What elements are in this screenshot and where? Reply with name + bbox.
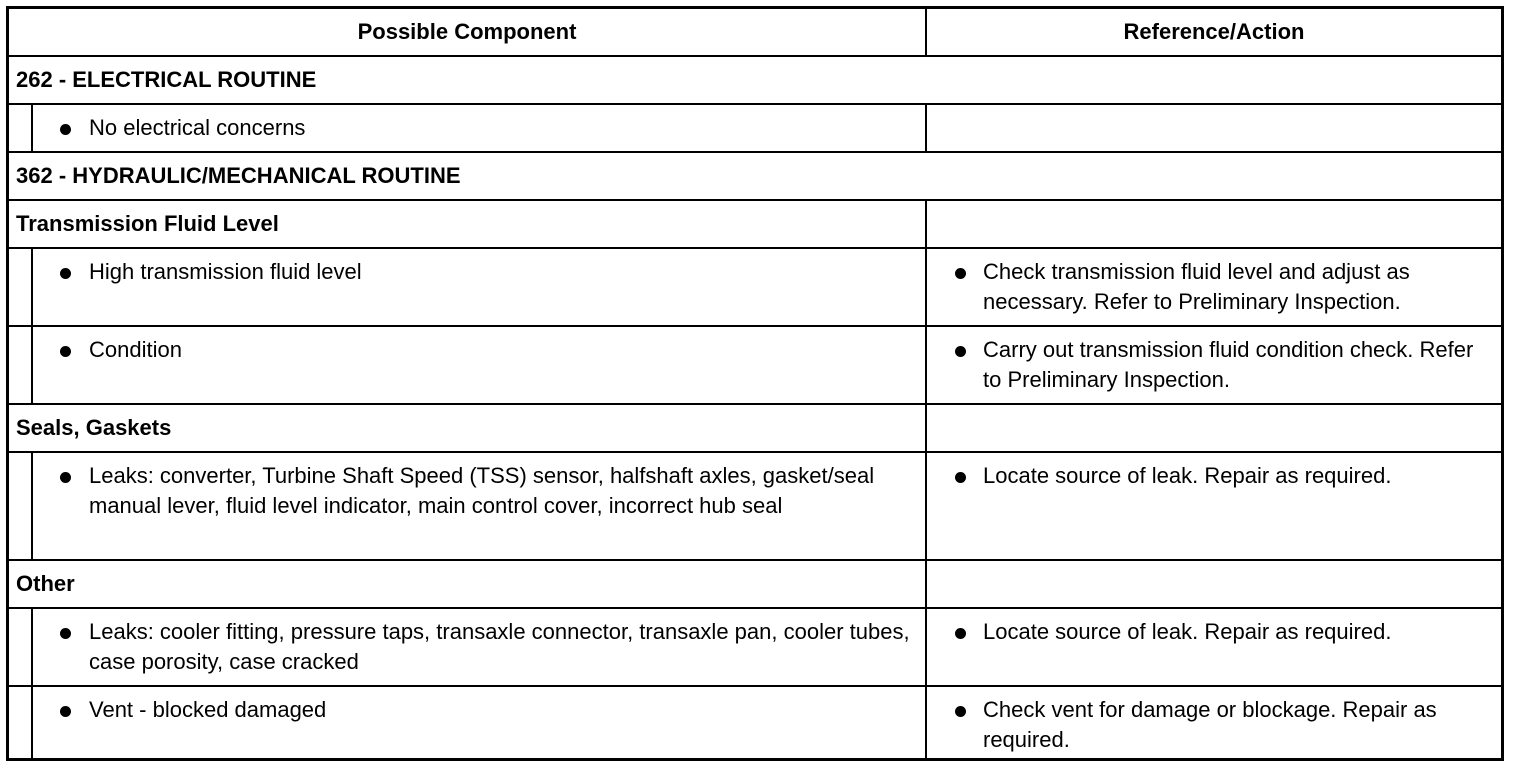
subsection-row-transmission-fluid-level	[9, 201, 1501, 249]
subsection-row-seals-gaskets	[9, 405, 1501, 453]
action-cell	[925, 105, 1501, 151]
action-cell	[925, 201, 1501, 247]
component-text: Leaks: converter, Turbine Shaft Speed (TSS) sensor, halfshaft axles, gasket/seal manual lever, fluid level indicator, main control cover, incorrect hub seal	[89, 463, 875, 518]
bullet-icon	[60, 472, 71, 483]
bullet-icon	[60, 268, 71, 279]
table-header-row	[9, 9, 1501, 57]
diagnostic-table	[6, 6, 1504, 761]
subsection-title: Other	[16, 571, 75, 596]
component-cell	[9, 249, 925, 325]
action-cell	[925, 405, 1501, 451]
section-row-hydraulic-mechanical-routine	[9, 153, 1501, 201]
bullet-icon	[955, 706, 966, 717]
bullet-icon	[60, 346, 71, 357]
subsection-title: Seals, Gaskets	[16, 415, 172, 440]
indent-divider	[31, 609, 33, 685]
component-cell	[9, 453, 925, 559]
bullet-icon	[955, 268, 966, 279]
section-row-electrical-routine	[9, 57, 1501, 105]
bullet-icon	[955, 346, 966, 357]
bullet-icon	[60, 628, 71, 639]
bullet-icon	[60, 124, 71, 135]
table-row	[9, 453, 1501, 561]
action-cell	[925, 453, 1501, 559]
action-text: Locate source of leak. Repair as required.	[983, 619, 1392, 644]
section-title: 362 - HYDRAULIC/MECHANICAL ROUTINE	[16, 163, 461, 188]
action-cell	[925, 609, 1501, 685]
component-cell	[9, 327, 925, 403]
action-cell	[925, 561, 1501, 607]
action-cell	[925, 327, 1501, 403]
indent-divider	[31, 249, 33, 325]
component-text: Condition	[89, 337, 182, 362]
column-header-possible-component: Possible Component	[357, 19, 577, 44]
bullet-icon	[955, 472, 966, 483]
component-cell	[9, 105, 925, 151]
table-row	[9, 687, 1501, 758]
component-cell	[9, 687, 925, 758]
component-text: Leaks: cooler fitting, pressure taps, transaxle connector, transaxle pan, cooler tubes, case porosity, case cracked	[89, 619, 910, 674]
table-row	[9, 327, 1501, 405]
action-text: Check transmission fluid level and adjust as necessary. Refer to Preliminary Inspection.	[983, 259, 1410, 314]
action-cell	[925, 687, 1501, 758]
table-row	[9, 105, 1501, 153]
component-cell	[9, 609, 925, 685]
table-row	[9, 609, 1501, 687]
subsection-row-other	[9, 561, 1501, 609]
bullet-icon	[955, 628, 966, 639]
component-text: No electrical concerns	[89, 115, 306, 140]
subsection-title: Transmission Fluid Level	[16, 211, 279, 236]
component-text: Vent - blocked damaged	[89, 697, 327, 722]
bullet-icon	[60, 706, 71, 717]
indent-divider	[31, 105, 33, 151]
indent-divider	[31, 453, 33, 559]
action-cell	[925, 249, 1501, 325]
action-text: Check vent for damage or blockage. Repair as required.	[983, 697, 1437, 752]
indent-divider	[31, 687, 33, 758]
section-title: 262 - ELECTRICAL ROUTINE	[16, 67, 317, 92]
table-row	[9, 249, 1501, 327]
action-text: Carry out transmission fluid condition check. Refer to Preliminary Inspection.	[983, 337, 1474, 392]
indent-divider	[31, 327, 33, 403]
component-text: High transmission fluid level	[89, 259, 362, 284]
action-text: Locate source of leak. Repair as required.	[983, 463, 1392, 488]
column-header-reference-action: Reference/Action	[925, 9, 1501, 55]
